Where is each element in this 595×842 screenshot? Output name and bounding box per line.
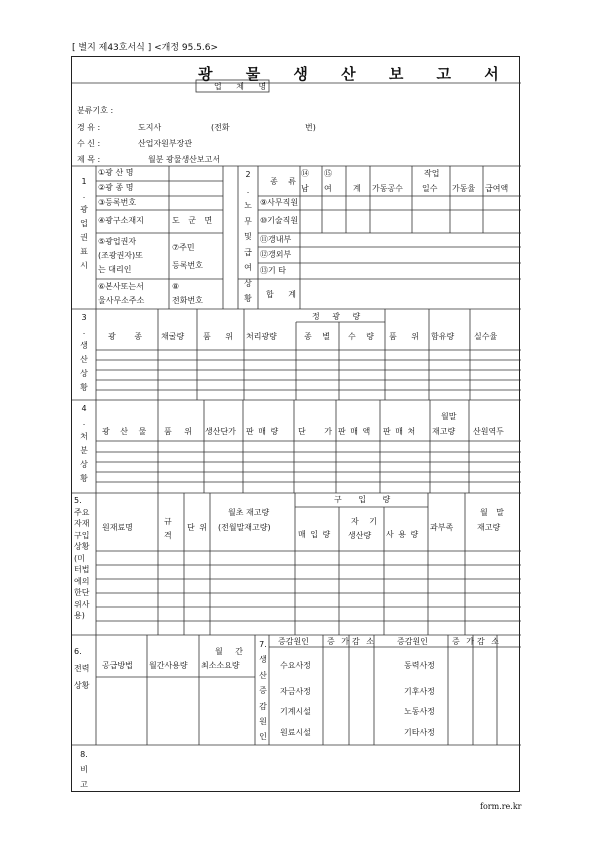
- total-header: 계: [353, 184, 361, 193]
- yield-header: 실수율: [474, 332, 498, 341]
- sales-amount-header: 판 매 액: [338, 427, 372, 436]
- work-header-1: 작업: [424, 169, 440, 178]
- sec5-label: 5. 주요 자재 구입 상황 (미 터법 에의 한단 위사 용): [74, 496, 90, 620]
- hq-address-label-2: 울사무소주소: [98, 296, 145, 305]
- cause-header-left: 증감원인: [278, 637, 309, 646]
- office-staff-label: ⑨사무직원: [260, 198, 299, 207]
- sec7-label: 7. 생 산 증 감 원 인: [259, 640, 267, 742]
- increase-header-right: 증 가: [452, 637, 476, 646]
- phone-no-label-1: ⑧: [172, 282, 180, 291]
- monthly-usage-header: 월간사용량: [149, 661, 188, 670]
- demand-label: 수요사정: [280, 661, 311, 670]
- refined-kind-header: 종 별: [304, 332, 334, 341]
- reg-number-label: ③등록번호: [98, 198, 137, 207]
- resident-no-label-1: ⑦주민: [172, 243, 195, 252]
- holder-label-1: ⑤광업권자: [98, 237, 137, 246]
- unit-header: 단 위: [187, 523, 208, 532]
- grade-header: 품 위: [203, 332, 239, 341]
- material-facility-label: 원료시설: [280, 728, 311, 737]
- usage-header: 사 용 량: [386, 530, 420, 539]
- refined-qty-header: 수 량: [348, 332, 378, 341]
- sec1-label: 1 . 광 업 권 표 시: [80, 177, 88, 270]
- mineral-type-label: ②광 종 명: [98, 183, 134, 192]
- sales-qty-header: 판 매 량: [246, 427, 280, 436]
- sec6-label: 6. 전력 상황: [74, 647, 90, 690]
- kind-header: 종 류: [270, 177, 300, 186]
- other-cause-label: 기타사정: [404, 728, 435, 737]
- subject-value: 월분 광물생산보고서: [148, 155, 221, 164]
- buyer-header: 판 매 처: [383, 427, 417, 436]
- begin-stock-1: 월초 재고량: [228, 508, 270, 517]
- district-label: 도 군 면: [172, 216, 216, 225]
- class-code-label: 분류기호 :: [77, 106, 114, 115]
- supply-method-header: 공급방법: [102, 661, 133, 670]
- self-header-2: 생산량: [348, 531, 372, 540]
- refined-grade-header: 품 위: [389, 332, 425, 341]
- material-name-header: 원재료명: [102, 523, 133, 532]
- to-value: 산업자원부장관: [138, 139, 193, 148]
- outside-worker-label: ⑫갱외부: [260, 250, 292, 259]
- male-no: ⑭: [301, 169, 309, 178]
- weather-label: 기후사정: [404, 687, 435, 696]
- product-header: 광 산 물: [102, 427, 151, 436]
- mined-amount-header: 채굴량: [161, 332, 185, 341]
- hq-address-label-1: ⑥본사또는서: [98, 282, 144, 291]
- purchase-header: 구 입 량: [334, 495, 398, 504]
- bought-qty-header: 매 입 량: [298, 530, 332, 539]
- cause-header-right: 증감원인: [397, 637, 428, 646]
- mine-price-header: 산원역두: [473, 427, 504, 436]
- resident-no-label-2: 등록번호: [172, 261, 203, 270]
- form-grid: [72, 57, 521, 793]
- report-form: [71, 56, 520, 792]
- power-label: 동력사정: [404, 661, 435, 670]
- begin-stock-2: (전월말재고량): [218, 523, 271, 532]
- increase-header-left: 증 가: [327, 637, 351, 646]
- company-name-label: 업 체 명: [214, 82, 273, 91]
- spec-header: 규격: [164, 517, 172, 540]
- form-number: [ 별지 제43호서식 ] <개정 95.5.6>: [72, 43, 219, 53]
- mine-location-label: ④광구소재지: [98, 216, 144, 225]
- decrease-header-left: 감 소: [352, 637, 376, 646]
- ore-type-header: 광 종: [108, 332, 150, 341]
- via-value: 도지사: [138, 123, 162, 132]
- end-stock-2: 재고량: [477, 523, 501, 532]
- tech-staff-label: ⑩기술직원: [260, 216, 299, 225]
- form-title: 광 물 생 산 보 고 서: [198, 65, 513, 83]
- labor-label: 노동사정: [404, 707, 435, 716]
- phone-label: (전화: [211, 123, 230, 132]
- holder-label-3: 는 대리인: [98, 265, 132, 274]
- phone-end: 번): [305, 123, 316, 132]
- sec8-label: 8. 비 고: [80, 750, 88, 789]
- work-header-2: 일수: [422, 184, 438, 193]
- female-no: ⑮: [324, 169, 332, 178]
- holder-label-2: (조광권자)또: [98, 251, 143, 260]
- month-end-stock-1: 월말: [441, 412, 457, 421]
- subject-label: 제 목 :: [77, 155, 101, 164]
- machinery-label: 기계시설: [280, 707, 311, 716]
- sec4-label: 4 . 처 분 상 황: [80, 404, 88, 483]
- workdays-header: 가동공수: [372, 184, 403, 193]
- unit-price-header: 단 가: [298, 427, 340, 436]
- min-req-1: 월 간: [215, 647, 248, 656]
- product-grade-header: 품 위: [164, 427, 197, 436]
- to-label: 수 신 :: [77, 139, 101, 148]
- content-header: 함유량: [431, 332, 455, 341]
- other-worker-label: ⑬기 타: [260, 266, 286, 275]
- end-stock-1: 월 말: [480, 508, 507, 517]
- site-footer: form.re.kr: [480, 802, 522, 811]
- sec3-label: 3 . 생 산 상 황: [80, 313, 88, 392]
- mine-name-label: ①광 산 명: [98, 168, 134, 177]
- funds-label: 자금사정: [280, 687, 311, 696]
- min-req-2: 최소소요량: [201, 661, 240, 670]
- month-end-stock-2: 재고량: [432, 427, 456, 436]
- sec2-label: 2 . 노 무 및 급 여 상 황: [244, 170, 252, 303]
- rate-header: 가동율: [452, 184, 476, 193]
- male-header: 남: [301, 184, 309, 193]
- via-label: 경 유 :: [77, 123, 101, 132]
- unit-cost-header: 생산단가: [205, 427, 236, 436]
- self-header-1: 자 기: [351, 517, 381, 526]
- pay-header: 급여액: [485, 184, 509, 193]
- processed-amount-header: 처리광량: [246, 332, 277, 341]
- refined-header: 정 광 량: [312, 312, 366, 321]
- shortage-header: 과부족: [430, 523, 454, 532]
- sum-label: 합 계: [266, 290, 302, 299]
- phone-no-label-2: 전화번호: [172, 296, 203, 305]
- inside-worker-label: ⑪갱내부: [260, 235, 292, 244]
- decrease-header-right: 감 소: [477, 637, 501, 646]
- female-header: 여: [324, 184, 332, 193]
